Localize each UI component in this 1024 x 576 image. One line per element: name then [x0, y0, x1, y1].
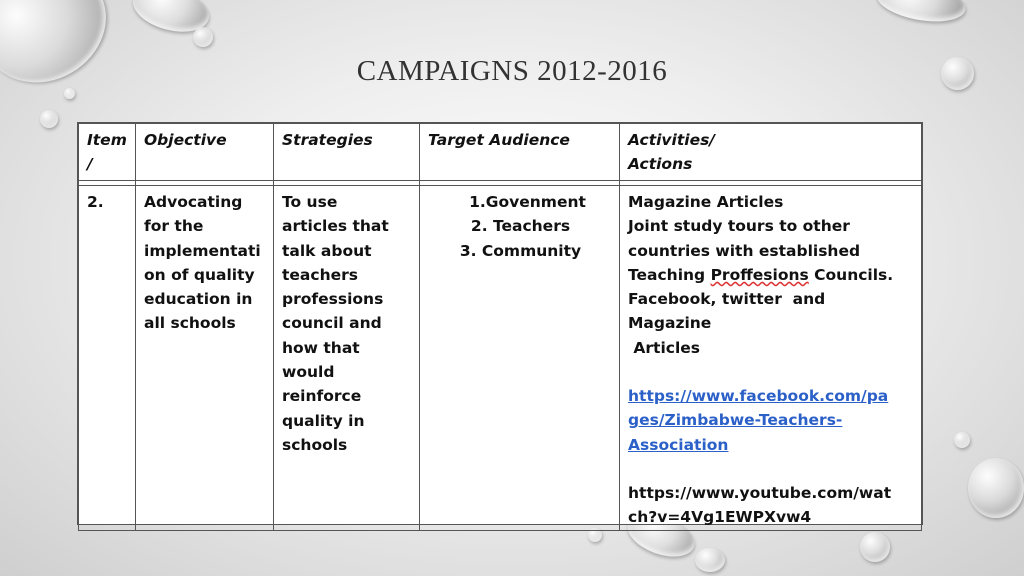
- header-item-label: Item: [87, 131, 127, 149]
- cell-line: Advocating: [144, 193, 243, 211]
- cell-line: talk about: [282, 241, 372, 260]
- cell-line: education in: [144, 290, 253, 309]
- water-drop-decoration: [40, 110, 58, 128]
- spacer: [628, 457, 915, 481]
- cell-line: Magazine Articles: [628, 193, 784, 211]
- header-strategies: Strategies: [274, 124, 420, 181]
- cell-line: council and: [282, 314, 382, 333]
- cell-target-audience: [420, 186, 620, 531]
- cell-line: how that: [282, 338, 360, 357]
- water-drop-decoration: [954, 432, 970, 448]
- cell-line: articles that: [282, 217, 389, 236]
- water-drop-decoration: [64, 88, 75, 99]
- misspelled-word: Proffesions: [710, 265, 809, 284]
- cell-line: [628, 263, 915, 287]
- water-drop-decoration: [193, 27, 213, 47]
- youtube-url-line: ch?v=4Vg1EWPXvw4: [628, 508, 812, 527]
- cell-line: quality in: [282, 411, 365, 430]
- slide-title: CAMPAIGNS 2012-2016: [356, 55, 668, 87]
- header-item: [79, 124, 136, 181]
- spacer: [628, 360, 915, 384]
- facebook-link[interactable]: [628, 384, 915, 457]
- header-objective: Objective: [136, 124, 274, 181]
- cell-line: Joint study tours to other: [628, 217, 850, 236]
- text-segment: Teaching: [628, 265, 711, 284]
- link-line[interactable]: ges/Zimbabwe-Teachers-: [628, 411, 843, 430]
- cell-line: would: [282, 363, 335, 382]
- cell-activities: [620, 186, 922, 531]
- link-line[interactable]: Association: [628, 435, 729, 454]
- list-item: 1.Govenment: [469, 193, 586, 211]
- cell-line: implementati: [144, 241, 261, 260]
- water-drop-decoration: [968, 458, 1024, 518]
- cell-line: countries with established: [628, 241, 861, 260]
- water-drop-decoration: [0, 0, 127, 105]
- cell-line: on of quality: [144, 265, 255, 284]
- cell-item: 2.: [79, 186, 136, 531]
- list-item: 2. Teachers: [470, 217, 571, 236]
- text-segment: Councils.: [808, 265, 894, 284]
- campaigns-table: [77, 122, 923, 525]
- header-actions-label: Actions: [628, 155, 693, 174]
- header-activities-label: Activities/: [628, 131, 715, 149]
- water-drop-decoration: [860, 532, 890, 562]
- cell-line: for the: [144, 217, 204, 236]
- cell-line: schools: [282, 435, 348, 454]
- cell-line: reinforce: [282, 387, 362, 406]
- cell-line: Facebook, twitter and: [628, 290, 826, 309]
- list-item: 3. Community: [459, 241, 582, 260]
- cell-line: Articles: [628, 338, 700, 357]
- table-header-row: [79, 124, 922, 181]
- header-activities: [620, 124, 922, 181]
- cell-line: Magazine: [628, 314, 712, 333]
- audience-list: [428, 190, 613, 263]
- table-row: [79, 186, 922, 531]
- cell-objective: [136, 186, 274, 531]
- cell-strategies: [274, 186, 420, 531]
- link-line[interactable]: https://www.facebook.com/pa: [628, 387, 889, 406]
- cell-line: teachers: [282, 265, 358, 284]
- cell-line: To use: [282, 193, 338, 211]
- water-drop-decoration: [695, 548, 725, 572]
- cell-line: professions: [282, 290, 384, 309]
- header-item-slash: /: [87, 155, 93, 174]
- cell-line: all schools: [144, 314, 236, 333]
- header-target-audience: Target Audience: [420, 124, 620, 181]
- youtube-url-line: https://www.youtube.com/wat: [628, 483, 892, 502]
- water-drop-decoration: [874, 0, 969, 28]
